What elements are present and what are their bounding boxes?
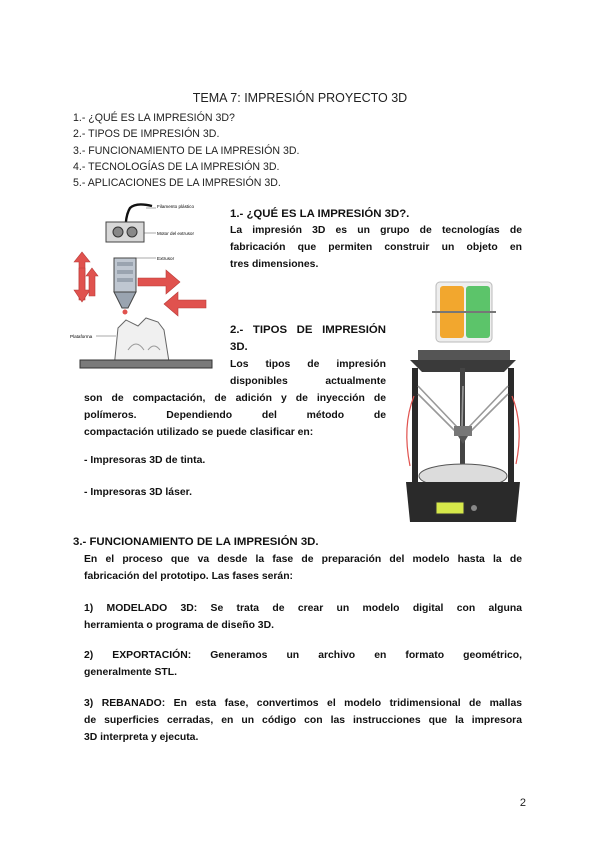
- section2-text-narrow: [230, 356, 386, 390]
- heading-line: 3D.: [230, 341, 248, 353]
- section1-heading: 1.- ¿QUÉ ES LA IMPRESIÓN 3D?.: [230, 208, 410, 220]
- section2-heading: [230, 322, 386, 356]
- text-line: son de compactación, de adición y de inyección de: [84, 393, 386, 404]
- heading-line: 2.- TIPOS DE IMPRESIÓN: [230, 324, 386, 336]
- label-filament: Filamento plástico: [157, 204, 195, 209]
- text-line: disponibles actualmente: [230, 376, 386, 387]
- text-line: 3D interpreta y ejecuta.: [84, 732, 199, 743]
- extruder-diagram: [66, 200, 222, 372]
- toc-item: 4.- TECNOLOGÍAS DE LA IMPRESIÓN 3D.: [73, 160, 280, 173]
- text-line: tres dimensiones.: [230, 259, 319, 270]
- lcd-screen-icon: [436, 502, 464, 514]
- section3-heading: 3.- FUNCIONAMIENTO DE LA IMPRESIÓN 3D.: [73, 536, 319, 548]
- phase-2: [84, 647, 522, 681]
- text-line: herramienta o programa de diseño 3D.: [84, 620, 274, 631]
- page-title: TEMA 7: IMPRESIÓN PROYECTO 3D: [192, 91, 408, 105]
- text-line: En el proceso que va desde la fase de preparación del modelo hasta la de: [84, 554, 522, 565]
- toc-item: 1.- ¿QUÉ ES LA IMPRESIÓN 3D?: [73, 112, 235, 124]
- text-line: Los tipos de impresión: [230, 359, 386, 370]
- label-extruder: Extrusor: [157, 256, 175, 261]
- motor-icon: [106, 222, 144, 242]
- text-line: generalmente STL.: [84, 667, 177, 678]
- table-of-contents: [73, 110, 299, 191]
- motion-arrows-icon: [74, 252, 206, 316]
- list-item: - Impresoras 3D de tinta.: [84, 455, 206, 466]
- effector-icon: [454, 426, 472, 436]
- page-number: 2: [519, 797, 526, 809]
- text-line: polímeros. Dependiendo del método de: [84, 410, 386, 421]
- text-line: fabricación que permiten construir un objeto en: [230, 242, 522, 253]
- platform-icon: [80, 360, 212, 368]
- section1-text: [230, 222, 522, 273]
- toc-item: 2.- TIPOS DE IMPRESIÓN 3D.: [73, 128, 220, 141]
- text-line: 3) REBANADO: En esta fase, convertimos el modelo tridimensional de mallas: [84, 698, 522, 709]
- text-line: 2) EXPORTACIÓN: Generamos un archivo en formato geométrico,: [84, 650, 522, 661]
- label-platform: Plataforma: [70, 334, 93, 339]
- section2-text-wide: [84, 390, 386, 441]
- phase-3: [84, 695, 522, 746]
- text-line: de superficies cerradas, en un código con las instrucciones que la impresora: [84, 715, 522, 726]
- list-item: - Impresoras 3D láser.: [84, 487, 193, 498]
- section3-intro: [84, 551, 522, 585]
- toc-item: 5.- APLICACIONES DE LA IMPRESIÓN 3D.: [73, 177, 281, 190]
- text-line: 1) MODELADO 3D: Se trata de crear un modelo digital con alguna: [84, 603, 522, 614]
- phase-1: [84, 600, 522, 634]
- toc-item: 3.- FUNCIONAMIENTO DE LA IMPRESIÓN 3D.: [73, 144, 300, 157]
- text-line: fabricación del prototipo. Las fases serán:: [84, 571, 294, 582]
- text-line: compactación utilizado se puede clasificar en:: [84, 427, 314, 438]
- label-motor: Motor del extrusor: [157, 231, 195, 236]
- delta-printer-image: [396, 276, 530, 526]
- text-line: La impresión 3D es un grupo de tecnologías de: [230, 225, 522, 236]
